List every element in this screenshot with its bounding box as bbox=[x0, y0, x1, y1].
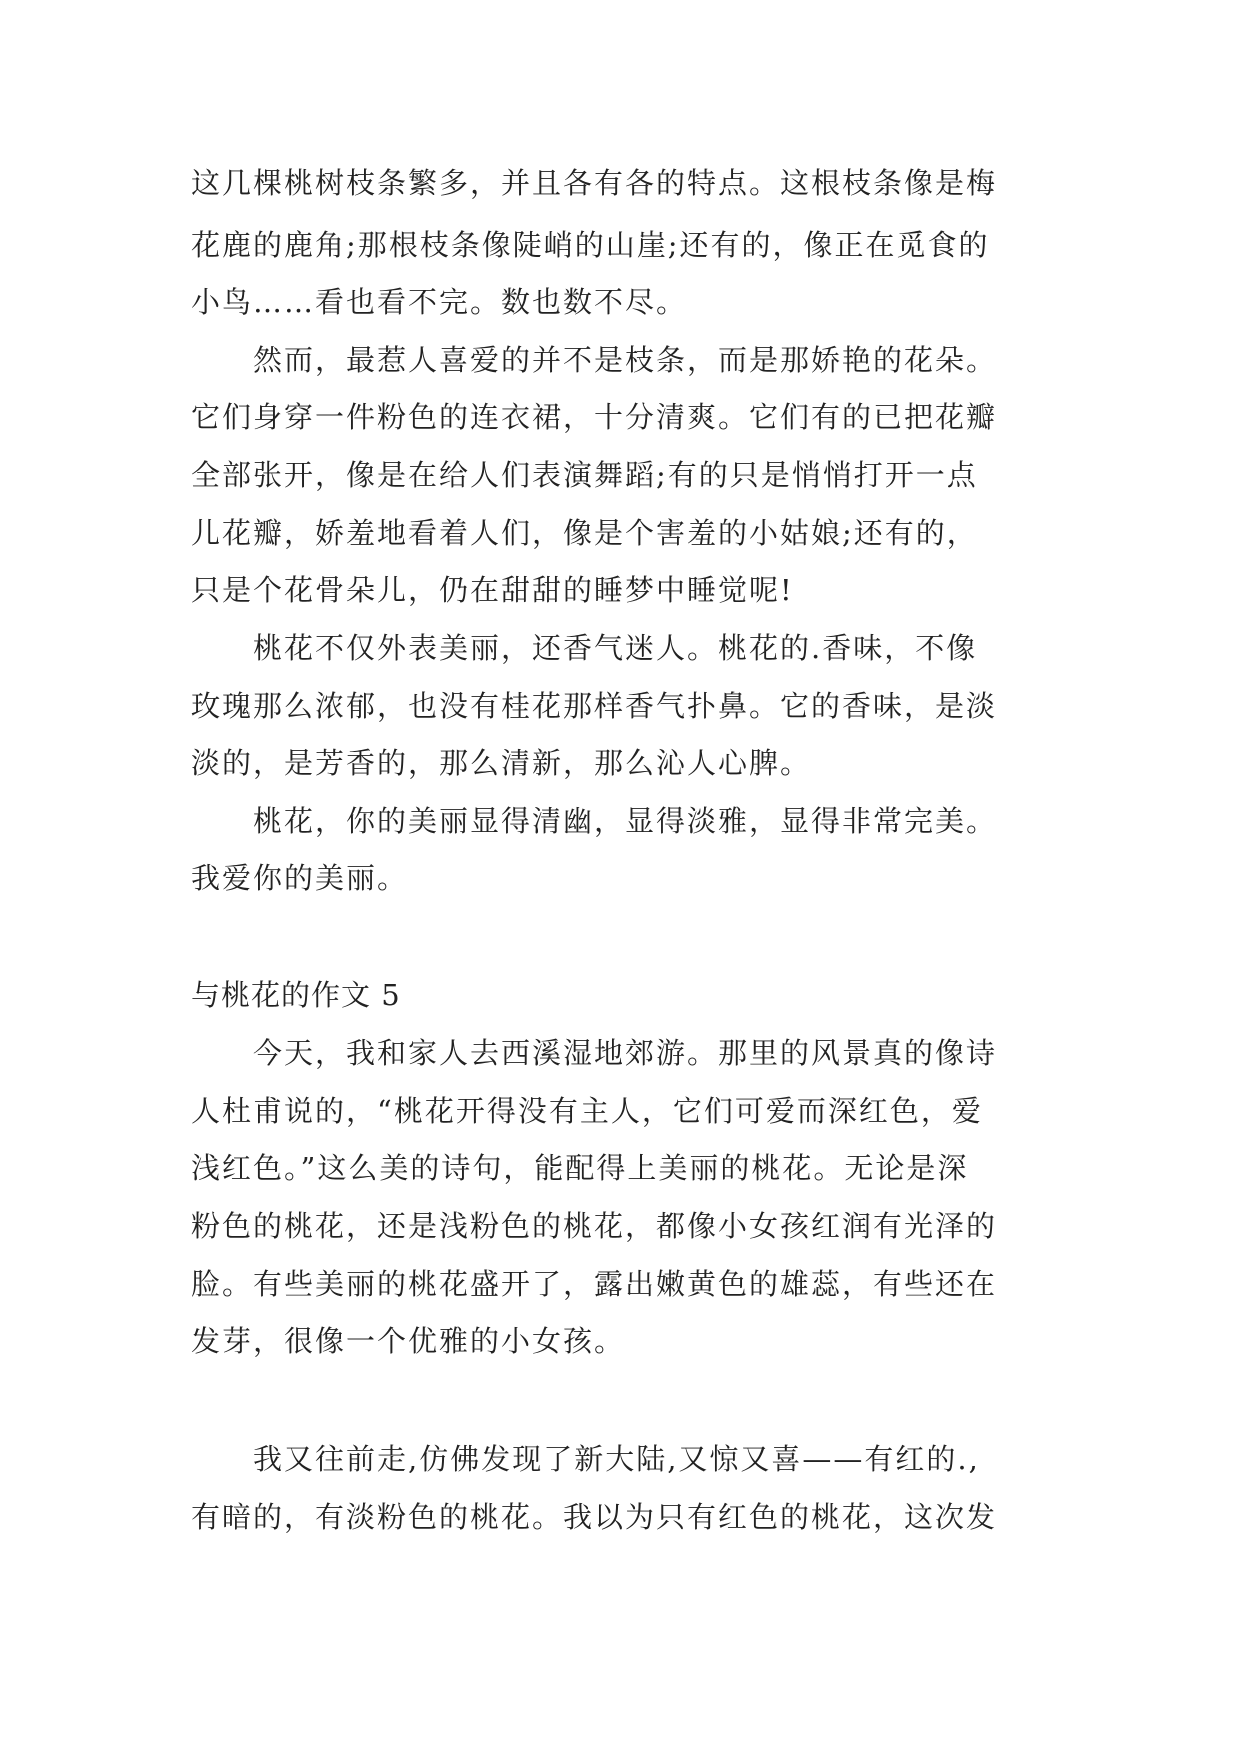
text-line: 桃花，你的美丽显得清幽，显得淡雅，显得非常完美。 bbox=[253, 804, 998, 838]
text-line: 浅红色。”这么美的诗句，能配得上美丽的桃花。无论是深 bbox=[191, 1151, 969, 1185]
text-line: 脸。有些美丽的桃花盛开了，露出嫩黄色的雄蕊，有些还在 bbox=[191, 1267, 998, 1301]
text-line: 它们身穿一件粉色的连衣裙，十分清爽。它们有的已把花瓣 bbox=[191, 400, 998, 434]
text-line: 我又往前走,仿佛发现了新大陆,又惊又喜——有红的., bbox=[253, 1442, 980, 1476]
text-line: 有暗的，有淡粉色的桃花。我以为只有红色的桃花，这次发 bbox=[191, 1500, 998, 1534]
text-line: 今天，我和家人去西溪湿地郊游。那里的风景真的像诗 bbox=[253, 1036, 998, 1070]
text-line: 人杜甫说的，“桃花开得没有主人，它们可爱而深红色，爱 bbox=[191, 1094, 983, 1128]
text-line: 桃花不仅外表美丽，还香气迷人。桃花的.香味，不像 bbox=[253, 631, 978, 665]
text-line: 玫瑰那么浓郁，也没有桂花那样香气扑鼻。它的香味，是淡 bbox=[191, 689, 998, 723]
text-line: 花鹿的鹿角;那根枝条像陡峭的山崖;还有的，像正在觅食的 bbox=[191, 228, 990, 262]
text-line: 粉色的桃花，还是浅粉色的桃花，都像小女孩红润有光泽的 bbox=[191, 1209, 998, 1243]
text-line: 小鸟……看也看不完。数也数不尽。 bbox=[191, 285, 688, 319]
section-heading: 与桃花的作文 5 bbox=[191, 978, 401, 1012]
text-line: 发芽，很像一个优雅的小女孩。 bbox=[191, 1324, 626, 1358]
text-line: 淡的，是芳香的，那么清新，那么沁人心脾。 bbox=[191, 746, 812, 780]
text-line: 只是个花骨朵儿，仍在甜甜的睡梦中睡觉呢! bbox=[191, 573, 794, 607]
text-line: 然而，最惹人喜爱的并不是枝条，而是那娇艳的花朵。 bbox=[253, 343, 998, 377]
text-line: 这几棵桃树枝条繁多，并且各有各的特点。这根枝条像是梅 bbox=[191, 166, 998, 200]
text-line: 全部张开，像是在给人们表演舞蹈;有的只是悄悄打开一点 bbox=[191, 458, 978, 492]
text-line: 儿花瓣，娇羞地看着人们，像是个害羞的小姑娘;还有的， bbox=[191, 516, 978, 550]
text-line: 我爱你的美丽。 bbox=[191, 861, 409, 895]
